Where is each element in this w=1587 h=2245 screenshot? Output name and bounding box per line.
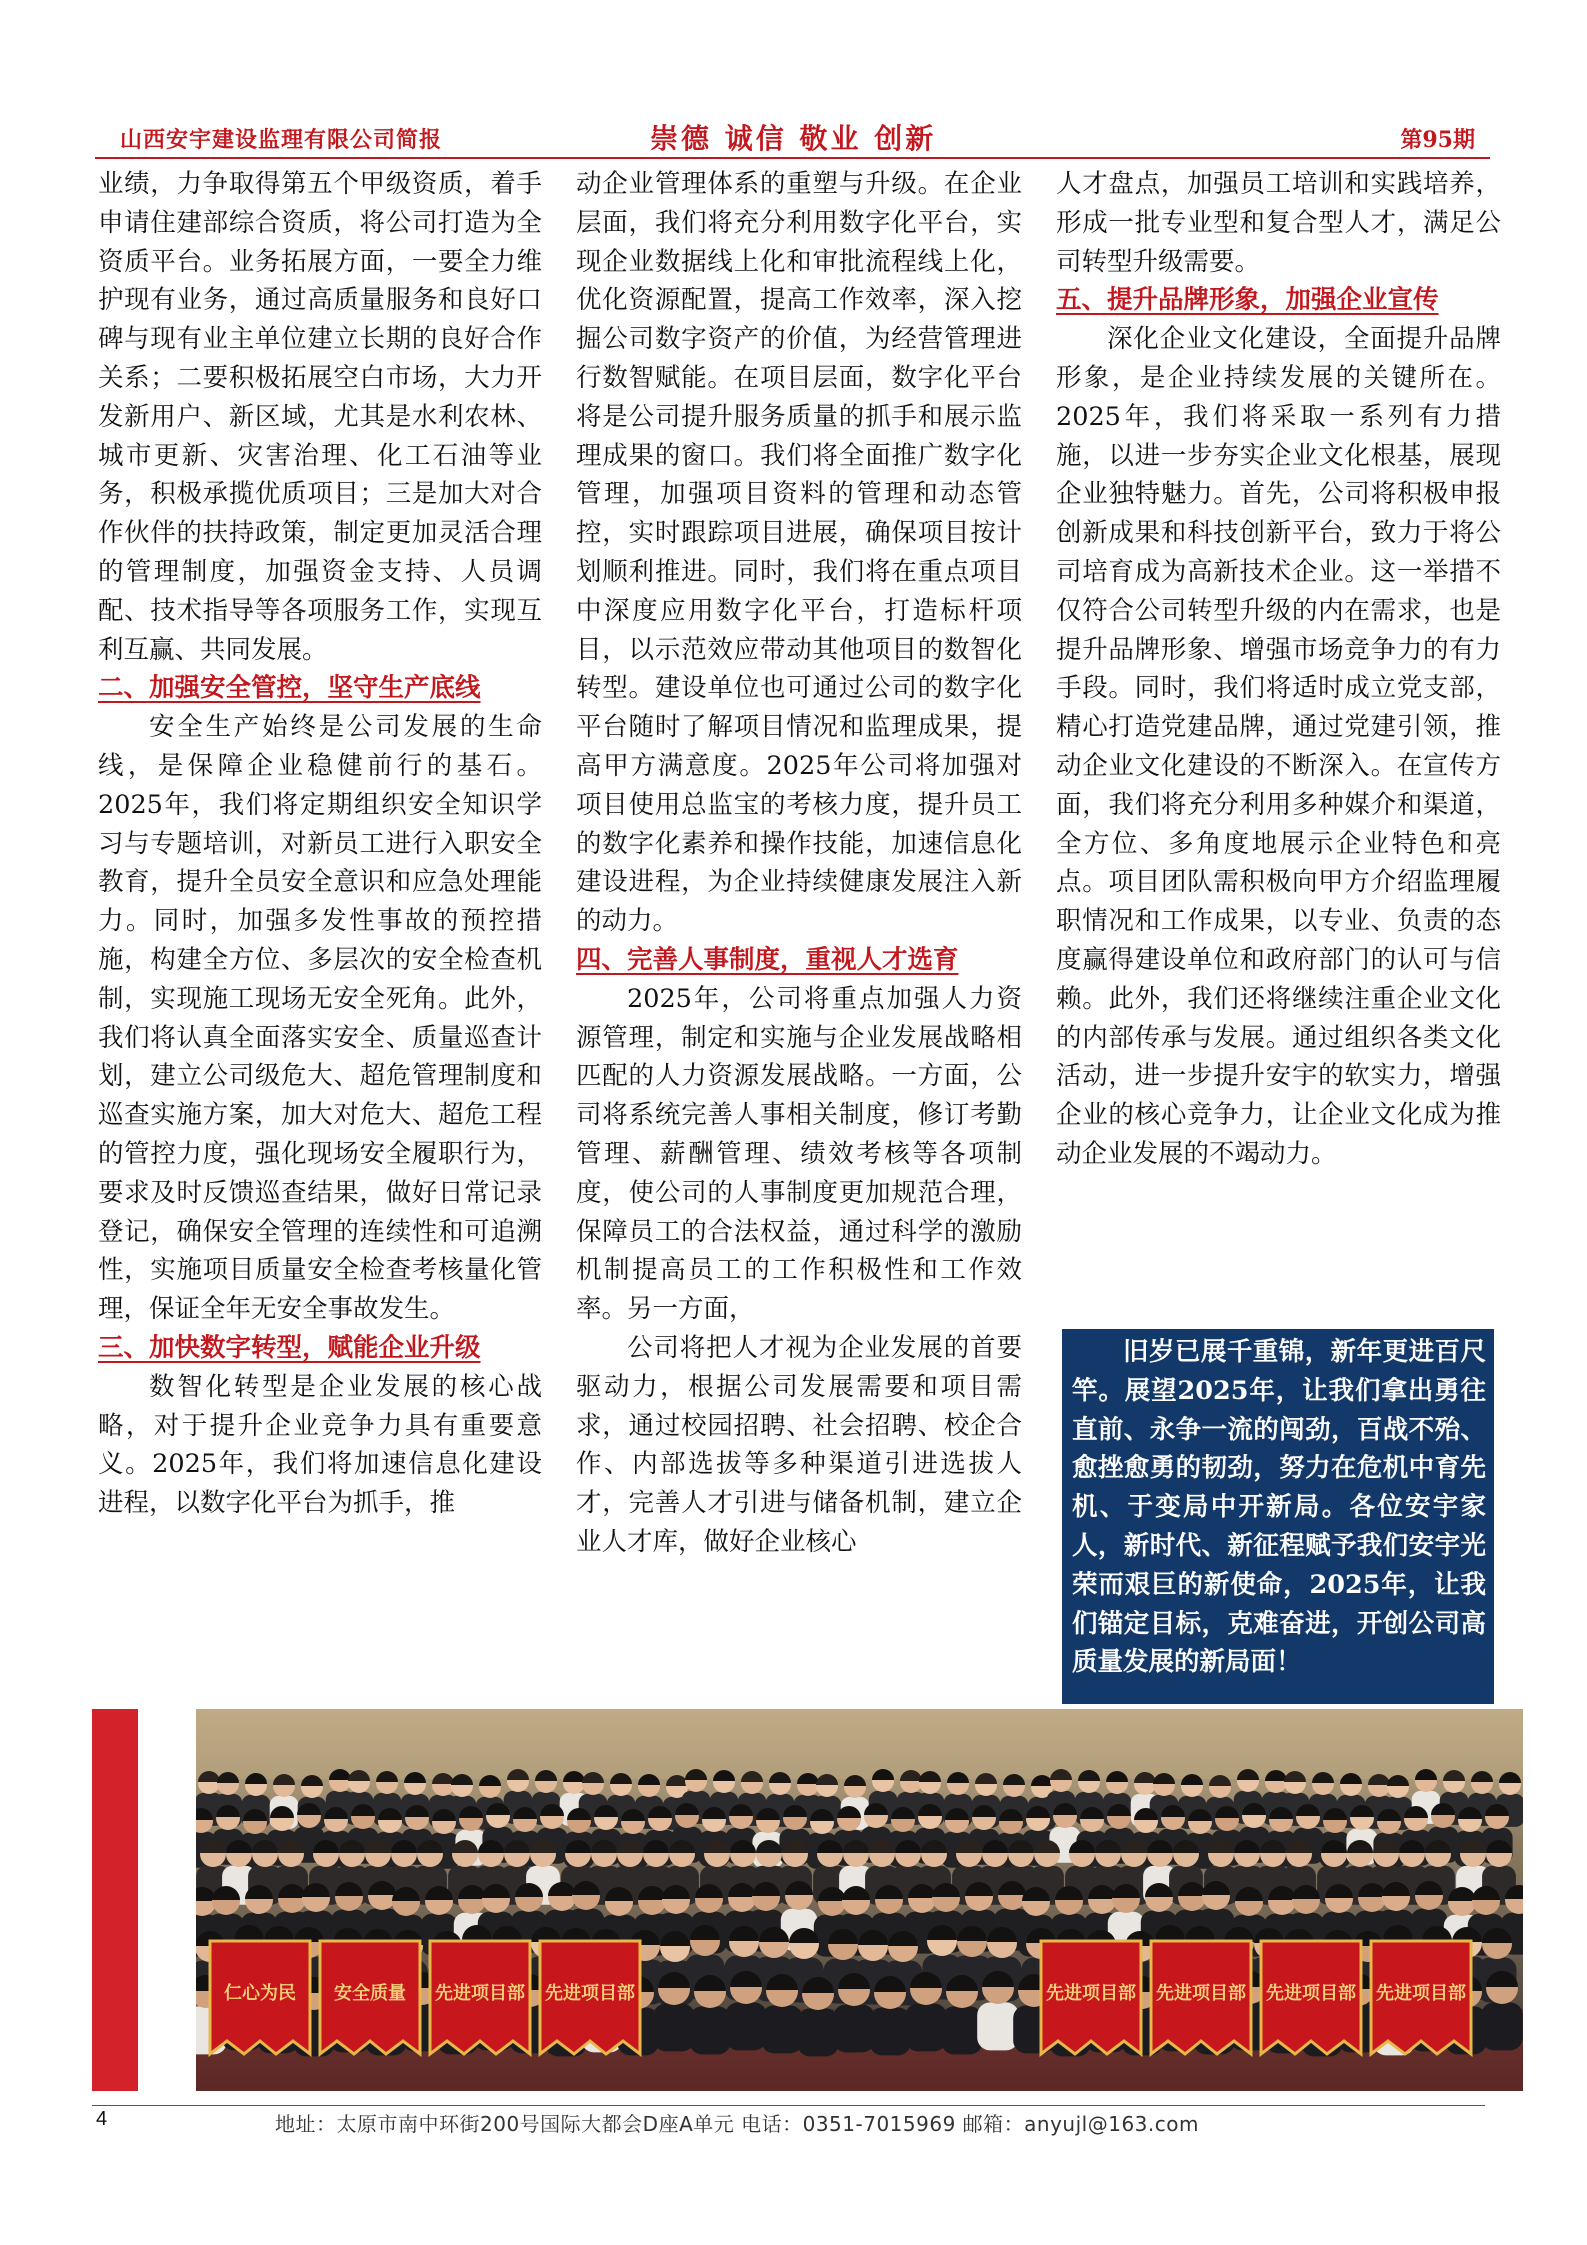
section-heading-5: 五、提升品牌形象，加强企业宣传 (1056, 285, 1439, 316)
award-banner (320, 1941, 420, 2054)
issue-number: 第95期 (1400, 127, 1475, 153)
footer-divider (92, 2105, 1485, 2106)
paragraph: 深化企业文化建设，全面提升品牌形象，是企业持续发展的关键所在。2025年，我们将采取一系列有力措施，以进一步夯实企业文化根基，展现企业独特魅力。首先，公司将积极申报创新成果和科技创新平台，致力于将公司培育成为高新技术企业。这一举措不仅符合公司转型升级的内在需求，也是提升品牌形象、增强市场竞争力的有力手段。同时，我们将适时成立党支部，精心打造党建品牌，通过党建引领，推动企业文化建设的不断深入。在宣传方面，我们将充分利用多种媒介和渠道，全方位、多角度地展示企业特色和亮点。项目团队需积极向甲方介绍监理履职情况和工作成果，以专业、负责的态度赢得建设单位和政府部门的认可与信赖。此外，我们还将继续注重企业文化的内部传承与发展。通过组织各类文化活动，进一步提升安宇的软实力，增强企业的核心竞争力，让企业文化成为推动企业发展的不竭动力。 (1056, 324, 1501, 1169)
header-divider (95, 157, 1490, 159)
svg-text:先进项目部: 先进项目部 (435, 1983, 525, 2004)
paragraph: 2025年，公司将重点加强人力资源管理，制定和实施与企业发展战略相匹配的人力资源发展战略。一方面，公司将系统完善人事相关制度，修订考勤管理、薪酬管理、绩效考核等各项制度，使公司的人事制度更加规范合理，保障员工的合法权益，通过科学的激励机制提高员工的工作积极性和工作效率。另一方面， (576, 983, 1022, 1325)
award-banner (210, 1941, 310, 2054)
group-photo (196, 1709, 1523, 2091)
paragraph: 业绩，力争取得第五个甲级资质，着手申请住建部综合资质，将公司打造为全资质平台。业务拓展方面，一要全力维护现有业务，通过高质量服务和良好口碑与现有业主单位建立长期的良好合作关系；二要积极拓展空白市场，大力开发新用户、新区域，尤其是水利农林、城市更新、灾害治理、化工石油等业务，积极承揽优质项目；三是加大对合作伙伴的扶持政策，制定更加灵活合理的管理制度，加强资金支持、人员调配、技术指导等各项服务工作，实现互利互赢、共同发展。 (98, 169, 542, 665)
closing-callout-box: 旧岁已展千重锦，新年更进百尺竿。展望2025年，让我们拿出勇往直前、永争一流的闯劲，百战不殆、愈挫愈勇的韧劲，努力在危机中育先机、于变局中开新局。各位安宇家人，新时代、新征程赋予我们安宇光荣而艰巨的新使命，2025年，让我们锚定目标，克难奋进，开创公司高质量发展的新局面！ (1062, 1329, 1494, 1704)
column-2 (576, 165, 1022, 1562)
newsletter-title: 山西安宇建设监理有限公司简报 (120, 127, 443, 153)
svg-text:先进项目部: 先进项目部 (1376, 1983, 1466, 2004)
svg-text:仁心为民: 仁心为民 (224, 1983, 296, 2004)
svg-text:先进项目部: 先进项目部 (1046, 1983, 1136, 2004)
award-banner (540, 1941, 640, 2054)
column-1 (98, 165, 542, 1523)
award-banner (1041, 1941, 1141, 2054)
svg-text:安全质量: 安全质量 (334, 1983, 406, 2004)
paragraph: 人才盘点，加强员工培训和实践培养，形成一批专业型和复合型人才，满足公司转型升级需要。 (1056, 169, 1501, 277)
award-banner (1371, 1941, 1471, 2054)
award-banner (1151, 1941, 1251, 2054)
red-accent-bar (92, 1709, 138, 2091)
page-header (120, 115, 1475, 155)
section-heading-3: 三、加快数字转型，赋能企业升级 (98, 1332, 481, 1363)
award-banner (430, 1941, 530, 2054)
paragraph: 动企业管理体系的重塑与升级。在企业层面，我们将充分利用数字化平台，实现企业数据线上化和审批流程线上化，优化资源配置，提高工作效率，深入挖掘公司数字资产的价值，为经营管理进行数智赋能。在项目层面，数字化平台将是公司提升服务质量的抓手和展示监理成果的窗口。我们将全面推广数字化管理，加强项目资料的管理和动态管控，实时跟踪项目进展，确保项目按计划顺利推进。同时，我们将在重点项目中深度应用数字化平台，打造标杆项目，以示范效应带动其他项目的数智化转型。建设单位也可通过公司的数字化平台随时了解项目情况和监理成果，提高甲方满意度。2025年公司将加强对项目使用总监宝的考核力度，提升员工的数字化素养和操作技能，加速信息化建设进程，为企业持续健康发展注入新的动力。 (576, 169, 1022, 937)
svg-text:先进项目部: 先进项目部 (1156, 1983, 1246, 2004)
column-3 (1056, 165, 1501, 1174)
company-motto: 崇德 诚信 敬业 创新 (650, 122, 937, 155)
paragraph: 安全生产始终是公司发展的生命线，是保障企业稳健前行的基石。2025年，我们将定期组织安全知识学习与专题培训，对新员工进行入职安全教育，提升全员安全意识和应急处理能力。同时，加强多发性事故的预控措施，构建全方位、多层次的安全检查机制，实现施工现场无安全死角。此外，我们将认真全面落实安全、质量巡查计划，建立公司级危大、超危管理制度和巡查实施方案，加大对危大、超危工程的管控力度，强化现场安全履职行为，要求及时反馈巡查结果，做好日常记录登记，确保安全管理的连续性和可追溯性，实施项目质量安全检查考核量化管理，保证全年无安全事故发生。 (98, 712, 542, 1325)
section-heading-4: 四、完善人事制度，重视人才选育 (576, 944, 959, 975)
paragraph: 公司将把人才视为企业发展的首要驱动力，根据公司发展需要和项目需求，通过校园招聘、社会招聘、校企合作、内部选拔等多种渠道引进选拔人才，完善人才引进与储备机制，建立企业人才库，做好企业核心 (576, 1332, 1022, 1557)
award-banner (1261, 1941, 1361, 2054)
paragraph: 数智化转型是企业发展的核心战略，对于提升企业竞争力具有重要意义。2025年，我们将加速信息化建设进程，以数字化平台为抓手，推 (98, 1371, 542, 1519)
svg-text:先进项目部: 先进项目部 (1266, 1983, 1356, 2004)
page-number: 4 (96, 2108, 108, 2130)
section-heading-2: 二、加强安全管控，坚守生产底线 (98, 673, 481, 704)
group-photo-illustration (196, 1709, 1523, 2091)
svg-text:先进项目部: 先进项目部 (545, 1983, 635, 2004)
contact-info: 地址：太原市南中环街200号国际大都会D座A单元 电话：0351-7015969 邮箱：anyujl@163.com (275, 2112, 1199, 2136)
